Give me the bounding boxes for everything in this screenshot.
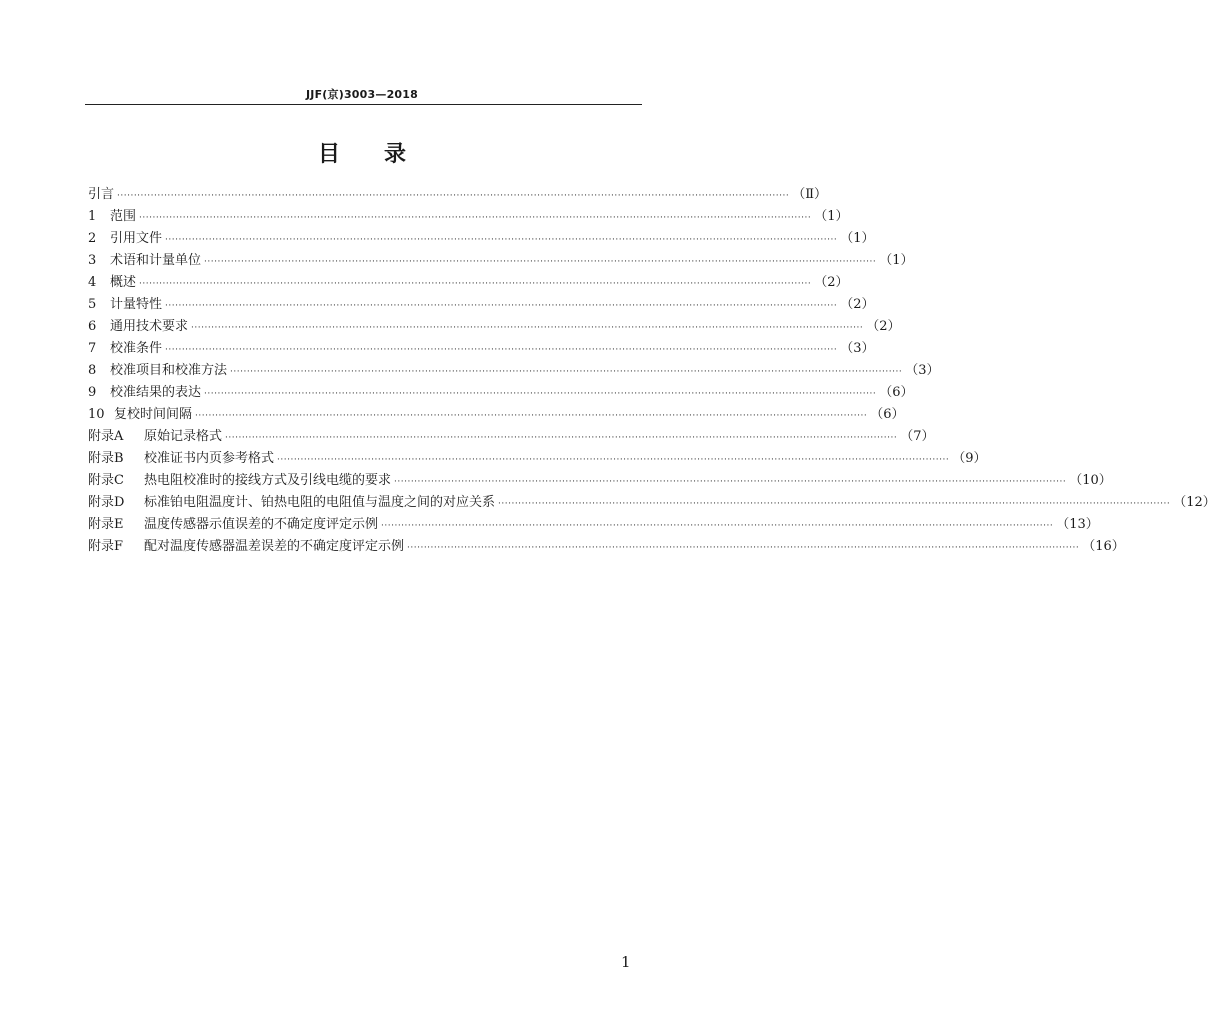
toc-entry-label: [88, 469, 391, 488]
toc-entry-page: （2）: [814, 275, 849, 290]
page-title: [0, 137, 724, 168]
toc-entry-label: [88, 425, 222, 444]
toc-entry-number: 5: [88, 297, 97, 312]
toc-entry[interactable]: [88, 315, 901, 337]
page-number: 1: [621, 953, 631, 971]
toc-entry-number: 7: [88, 341, 97, 356]
toc-entry-title: 热电阻校准时的接线方式及引线电缆的要求: [144, 473, 392, 488]
table-of-contents: [88, 183, 1216, 557]
toc-entry-title: 校准项目和校准方法: [110, 363, 228, 378]
toc-leader-dots: ········································································································································································································: [165, 235, 838, 245]
toc-entry-label: [88, 315, 188, 334]
toc-entry[interactable]: [88, 249, 914, 271]
toc-entry-title: 引用文件: [110, 231, 163, 246]
toc-entry-number: 附录B: [88, 451, 124, 466]
toc-entry-title: 术语和计量单位: [110, 253, 202, 268]
toc-entry-page: （1）: [840, 231, 875, 246]
toc-entry[interactable]: [88, 491, 1216, 513]
toc-entry-number: 附录C: [88, 473, 124, 488]
toc-entry-label: [88, 205, 136, 224]
toc-entry[interactable]: [88, 271, 849, 293]
header-rule: [85, 104, 642, 105]
toc-entry-title: 范围: [110, 209, 137, 224]
toc-entry-title: 标准铂电阻温度计、铂热电阻的电阻值与温度之间的对应关系: [144, 495, 496, 510]
toc-entry-number: 附录D: [88, 495, 125, 510]
toc-entry-label: [88, 491, 495, 510]
toc-entry-title: 复校时间间隔: [114, 407, 193, 422]
toc-entry-title: 校准证书内页参考格式: [144, 451, 275, 466]
toc-entry[interactable]: [88, 293, 875, 315]
toc-entry-number: 6: [88, 319, 97, 334]
toc-entry-page: （2）: [866, 319, 901, 334]
toc-entry[interactable]: [88, 447, 987, 469]
toc-entry-title: 概述: [110, 275, 137, 290]
toc-entry-page: （16）: [1082, 539, 1125, 554]
toc-entry-number: 8: [88, 363, 97, 378]
toc-entry-title: 通用技术要求: [110, 319, 189, 334]
toc-entry-page: （6）: [879, 385, 914, 400]
toc-entry-label: [88, 337, 162, 356]
toc-entry-label: [88, 535, 404, 554]
toc-entry-number: 附录E: [88, 517, 124, 532]
toc-leader-dots: ········································································································································································································: [204, 257, 877, 267]
toc-entry[interactable]: [88, 381, 914, 403]
toc-entry-title: 计量特性: [110, 297, 163, 312]
toc-entry[interactable]: [88, 513, 1099, 535]
toc-leader-dots: ········································································································································································································: [230, 367, 903, 377]
toc-entry-number: 9: [88, 385, 97, 400]
toc-leader-dots: ········································································································································································································: [394, 477, 1067, 487]
toc-entry-page: （1）: [814, 209, 849, 224]
toc-leader-dots: ········································································································································································································: [498, 499, 1171, 509]
title-char-1: 目: [317, 142, 340, 167]
toc-entry-title: 引言: [88, 187, 115, 202]
toc-entry-label: [88, 513, 378, 532]
toc-leader-dots: ········································································································································································································: [225, 433, 898, 443]
toc-entry-page: （3）: [840, 341, 875, 356]
toc-entry[interactable]: [88, 359, 940, 381]
toc-entry-label: [88, 271, 136, 290]
toc-entry[interactable]: [88, 469, 1112, 491]
toc-entry-label: [88, 447, 274, 466]
toc-leader-dots: ········································································································································································································: [381, 521, 1054, 531]
toc-leader-dots: ········································································································································································································: [117, 191, 790, 201]
toc-leader-dots: ········································································································································································································: [277, 455, 950, 465]
toc-entry-label: [88, 403, 192, 422]
document-code-header: JJF(京)3003—2018: [306, 88, 418, 101]
toc-entry-title: 校准条件: [110, 341, 163, 356]
toc-entry-title: 校准结果的表达: [110, 385, 202, 400]
toc-leader-dots: ········································································································································································································: [191, 323, 864, 333]
toc-leader-dots: ········································································································································································································: [139, 279, 812, 289]
toc-entry-number: 3: [88, 253, 97, 268]
toc-leader-dots: ········································································································································································································: [165, 345, 838, 355]
toc-entry[interactable]: [88, 337, 875, 359]
toc-entry-page: （Ⅱ）: [792, 187, 828, 202]
toc-entry-label: [88, 227, 162, 246]
toc-entry-label: [88, 249, 201, 268]
toc-entry-page: （1）: [879, 253, 914, 268]
toc-entry-page: （7）: [900, 429, 935, 444]
toc-entry-number: 附录F: [88, 539, 124, 554]
toc-entry[interactable]: [88, 403, 905, 425]
toc-entry[interactable]: [88, 535, 1125, 557]
toc-leader-dots: ········································································································································································································: [195, 411, 868, 421]
toc-leader-dots: ········································································································································································································: [139, 213, 812, 223]
toc-entry-page: （10）: [1069, 473, 1112, 488]
toc-leader-dots: ········································································································································································································: [165, 301, 838, 311]
toc-entry-title: 原始记录格式: [144, 429, 223, 444]
toc-entry-number: 10: [88, 407, 105, 422]
toc-leader-dots: ········································································································································································································: [407, 543, 1080, 553]
toc-entry-page: （9）: [952, 451, 987, 466]
toc-entry-label: [88, 381, 201, 400]
toc-entry-page: （3）: [905, 363, 940, 378]
toc-entry-label: [88, 293, 162, 312]
toc-entry-label: [88, 183, 114, 202]
toc-entry-title: 配对温度传感器温差误差的不确定度评定示例: [144, 539, 405, 554]
toc-entry-page: （2）: [840, 297, 875, 312]
toc-entry-page: （12）: [1173, 495, 1216, 510]
toc-entry-page: （6）: [870, 407, 905, 422]
toc-entry-title: 温度传感器示值误差的不确定度评定示例: [144, 517, 379, 532]
toc-entry[interactable]: [88, 183, 828, 205]
toc-entry-number: 4: [88, 275, 97, 290]
toc-entry-number: 1: [88, 209, 97, 224]
toc-entry[interactable]: [88, 205, 849, 227]
toc-entry[interactable]: [88, 425, 935, 447]
toc-entry-page: （13）: [1056, 517, 1099, 532]
toc-entry-label: [88, 359, 227, 378]
toc-entry[interactable]: [88, 227, 875, 249]
title-char-2: 录: [384, 142, 407, 167]
toc-entry-number: 附录A: [88, 429, 124, 444]
toc-leader-dots: ········································································································································································································: [204, 389, 877, 399]
toc-entry-number: 2: [88, 231, 97, 246]
